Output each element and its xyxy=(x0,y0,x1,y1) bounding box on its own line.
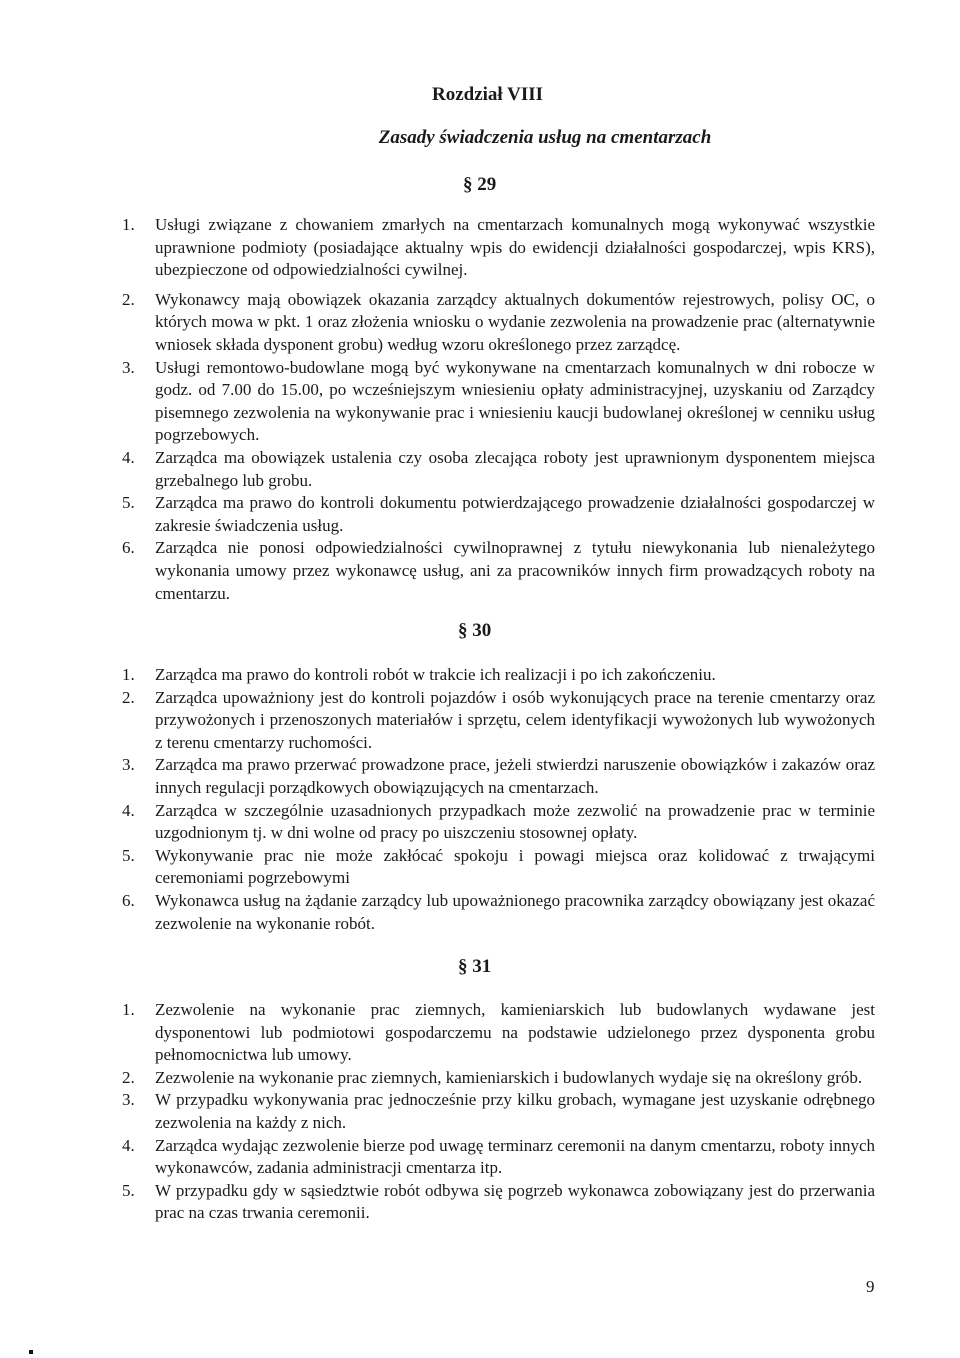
item-text: Zarządca upoważniony jest do kontroli pojazdów i osób wykonujących prace na terenie cmentarzy oraz przywożonych i przenoszonych materiałów i sprzętu, celem identyfikacji wywożonych lub wywożonych z terenu cmentarzy ruchomości. xyxy=(155,687,875,752)
item-number: 1. xyxy=(122,665,135,684)
item-number: 2. xyxy=(122,289,135,309)
list-item xyxy=(0,1089,960,1134)
item-number: 1. xyxy=(122,215,135,234)
item-text: Zarządca ma prawo przerwać prowadzone prace, jeżeli stwierdzi naruszenie obowiązków i zakazów oraz innych regulacji porządkowych obowiązujących na cmentarzach. xyxy=(155,755,875,797)
item-text: Zarządca ma prawo do kontroli dokumentu potwierdzającego prowadzenie działalności gospodarczej w zakresie świadczenia usług. xyxy=(155,493,875,535)
section-31-list xyxy=(0,999,960,1225)
item-number: 6. xyxy=(122,890,135,910)
item-number: 5. xyxy=(122,845,135,865)
item-text: W przypadku wykonywania prac jednocześnie przy kilku grobach, wymagane jest uzyskanie odrębnego zezwolenia na każdy z nich. xyxy=(155,1090,875,1132)
item-text: Zarządca nie ponosi odpowiedzialności cywilnoprawnej z tytułu niewykonania lub nienależytego wykonania umowy przez wykonawcę usług, ani za pracowników innych firm prowadzących roboty na cmentarzu. xyxy=(155,538,875,603)
item-number: 1. xyxy=(122,1000,135,1019)
item-text: Zezwolenie na wykonanie prac ziemnych, kamieniarskich lub budowlanych wydawane jest dysponentowi lub podmiotowi gospodarczemu na podstawie udzielonego przez dysponenta grobu pełnomocnictwa lub umowy. xyxy=(155,1000,875,1065)
item-number: 2. xyxy=(122,1067,135,1087)
chapter-subtitle: Zasady świadczenia usług na cmentarzach xyxy=(378,127,712,148)
item-text: Usługi remontowo-budowlane mogą być wykonywane na cmentarzach komunalnych w dni robocze w godz. od 7.00 do 15.00, po wcześniejszym wniesieniu opłaty administracyjnej, uzyskaniu od Zarządcy pisemnego zezwolenia na wykonywanie prac i wniesieniu kaucji budowlanej określonej w cenniku usług pogrzebowych. xyxy=(155,357,875,445)
item-text: Zarządca w szczególnie uzasadnionych przypadkach może zezwolić na prowadzenie prac w terminie uzgodnionym tj. w dni wolne od pracy po uiszczeniu stosownej opłaty. xyxy=(155,800,875,843)
item-number: 4. xyxy=(122,447,135,467)
item-text: Zezwolenie na wykonanie prac ziemnych, kamieniarskich i budowlanych wydaje się na określony grób. xyxy=(155,1067,863,1087)
list-item xyxy=(0,214,960,282)
list-item xyxy=(0,664,960,687)
item-text: Wykonawcy mają obowiązek okazania zarządcy aktualnych dokumentów rejestrowych, polisy OC, o których mowa w pkt. 1 oraz złożenia wniosku o wydanie zezwolenia na prowadzenie prac (alternatywnie wniosek składa dysponent grobu) według wzoru określonego przez zarządcę. xyxy=(155,289,875,354)
item-text: Wykonywanie prac nie może zakłócać spokoju i powagi miejsca oraz kolidować z trwającymi ceremoniami pogrzebowymi xyxy=(155,845,875,888)
list-item xyxy=(0,1135,960,1180)
section-29-list xyxy=(0,214,960,605)
section-heading-29: § 29 xyxy=(463,174,497,195)
list-item xyxy=(0,1180,960,1225)
item-number: 5. xyxy=(122,493,135,513)
item-number: 4. xyxy=(122,800,135,820)
list-item xyxy=(0,687,960,755)
item-text: Zarządca ma obowiązek ustalenia czy osoba zlecająca roboty jest uprawnionym dysponentem miejsca grzebalnego lub grobu. xyxy=(155,447,875,490)
section-30-list xyxy=(0,664,960,935)
page-number: 9 xyxy=(866,1277,875,1296)
item-text: Zarządca wydając zezwolenie bierze pod uwagę terminarz ceremonii na danym cmentarzu, roboty innych wykonawców, zadania administracji cmentarza itp. xyxy=(155,1135,875,1178)
item-number: 4. xyxy=(122,1135,135,1155)
item-text: Zarządca ma prawo do kontroli robót w trakcie ich realizacji i po ich zakończeniu. xyxy=(155,665,716,684)
item-number: 3. xyxy=(122,755,135,775)
list-item xyxy=(0,800,960,845)
list-item xyxy=(0,289,960,357)
section-heading-31: § 31 xyxy=(458,956,492,977)
list-item xyxy=(0,999,960,1067)
item-text: Wykonawca usług na żądanie zarządcy lub upoważnionego pracownika zarządcy obowiązany jest okazać zezwolenie na wykonanie robót. xyxy=(155,890,875,933)
list-item xyxy=(0,754,960,799)
item-number: 3. xyxy=(122,1090,135,1110)
list-item xyxy=(0,537,960,605)
item-number: 3. xyxy=(122,357,135,377)
section-heading-30: § 30 xyxy=(458,620,492,641)
item-text: Usługi związane z chowaniem zmarłych na cmentarzach komunalnych mogą wykonywać wszystkie uprawnione podmioty (posiadające aktualny wpis do ewidencji działalności gospodarczej, wpis KRS), ubezpieczone od odpowiedzialności cywilnej. xyxy=(155,215,875,280)
scan-mark xyxy=(29,1350,33,1354)
list-item xyxy=(0,492,960,537)
list-item xyxy=(0,845,960,890)
list-item xyxy=(0,447,960,492)
item-text: W przypadku gdy w sąsiedztwie robót odbywa się pogrzeb wykonawca zobowiązany jest do przerwania prac na czas trwania ceremonii. xyxy=(155,1180,875,1223)
item-number: 6. xyxy=(122,538,135,558)
list-item xyxy=(0,1067,960,1090)
item-number: 2. xyxy=(122,687,135,707)
list-item xyxy=(0,890,960,935)
item-number: 5. xyxy=(122,1180,135,1200)
list-item xyxy=(0,357,960,447)
chapter-title: Rozdział VIII xyxy=(431,84,544,105)
